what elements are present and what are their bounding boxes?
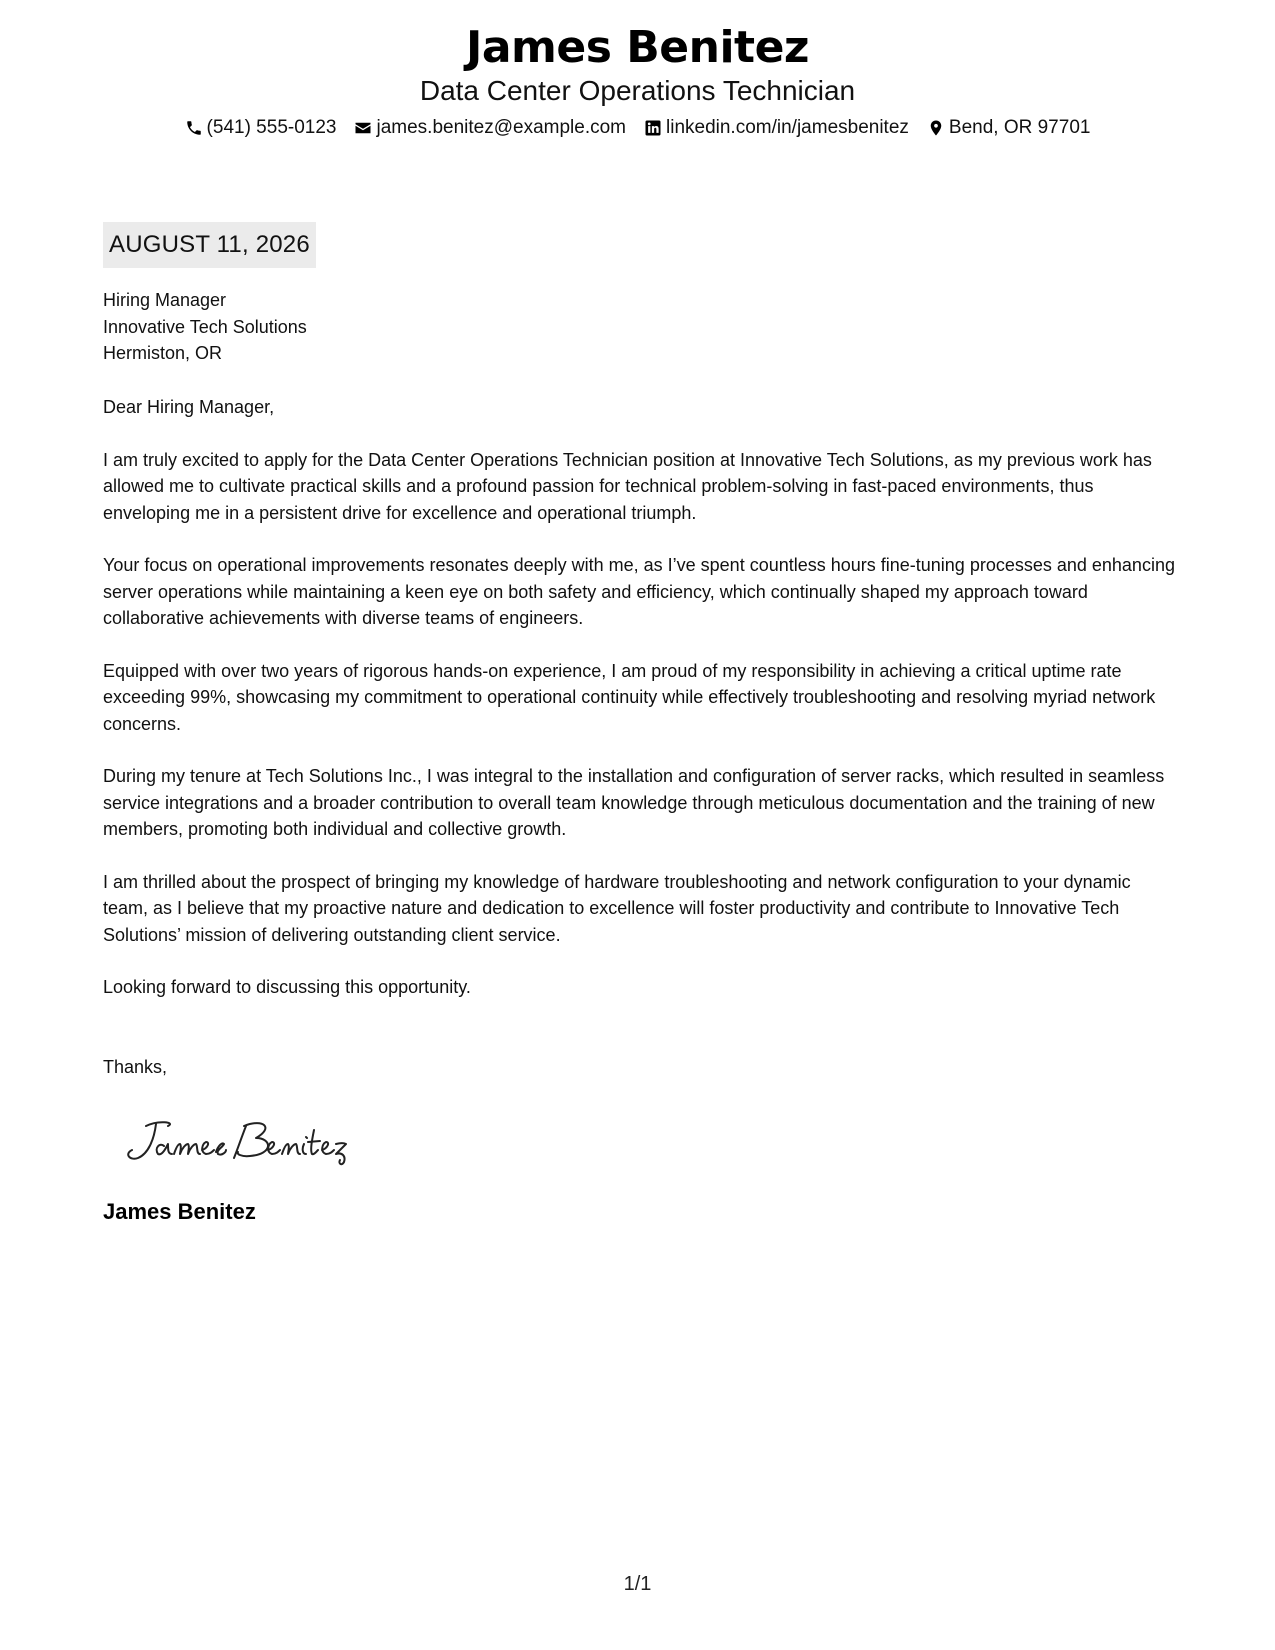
letter-header (0, 22, 1275, 140)
contact-phone (185, 116, 337, 140)
recipient-company: Innovative Tech Solutions (103, 316, 307, 337)
contact-location (927, 116, 1091, 140)
salutation: Dear Hiring Manager, (103, 397, 275, 417)
contact-linkedin[interactable] (644, 116, 909, 140)
letter-body (103, 394, 1175, 1001)
paragraph-2: Your focus on operational improvements resonates deeply with me, as I’ve spent countless hours fine-tuning processes and enhancing server operations while maintaining a keen eye on both safety and efficiency, which continually shaped my approach toward collaborative achievements with diverse teams of engineers. (103, 555, 1175, 628)
applicant-title: Data Center Operations Technician (419, 75, 856, 106)
paragraph-4: During my tenure at Tech Solutions Inc., I was integral to the installation and configuration of server racks, which resulted in seamless service integrations and a broader contribution to overall team knowledge through meticulous documentation and the training of new members, promoting both individual and collective growth. (103, 766, 1165, 839)
linkedin-icon (644, 119, 662, 137)
handwritten-signature (118, 1112, 358, 1172)
email-address[interactable]: james.benitez@example.com (376, 117, 626, 138)
phone-icon (185, 119, 203, 137)
linkedin-url[interactable]: linkedin.com/in/jamesbenitez (666, 117, 909, 138)
applicant-name: James Benitez (465, 22, 810, 73)
closing: Thanks, (103, 1057, 168, 1077)
paragraph-6: Looking forward to discussing this opportunity. (103, 977, 471, 997)
envelope-icon (354, 119, 372, 137)
paragraph-3: Equipped with over two years of rigorous hands-on experience, I am proud of my responsibility in achieving a critical uptime rate exceeding 99%, showcasing my commitment to operational continuity while effectively troubleshooting and resolving myriad network concerns. (103, 660, 1156, 734)
recipient-location: Hermiston, OR (103, 343, 223, 363)
map-pin-icon (927, 119, 945, 137)
contact-bar (0, 116, 1275, 140)
signature-text (118, 1112, 119, 1113)
paragraph-1: I am truly excited to apply for the Data Center Operations Technician position at Innovative Tech Solutions, as my previous work has allowed me to cultivate practical skills and a profound passion for technical problem-solving in fast-paced environments, thus enveloping me in a persistent drive for excellence and operational triumph. (103, 449, 1152, 523)
recipient-block (103, 287, 307, 367)
page-number: 1/1 (623, 1573, 652, 1595)
recipient-title: Hiring Manager (103, 290, 227, 310)
phone-number: (541) 555-0123 (206, 117, 337, 138)
paragraph-5: I am thrilled about the prospect of bringing my knowledge of hardware troubleshooting and network configuration to your dynamic team, as I believe that my proactive nature and dedication to excellence will foster productivity and contribute to Innovative Tech Solutions’ mission of delivering outstanding client service. (103, 871, 1131, 945)
contact-email[interactable] (354, 116, 626, 140)
signer-name: James Benitez (103, 1199, 256, 1224)
letter-date: AUGUST 11, 2026 (103, 222, 316, 268)
location-text: Bend, OR 97701 (948, 117, 1091, 138)
